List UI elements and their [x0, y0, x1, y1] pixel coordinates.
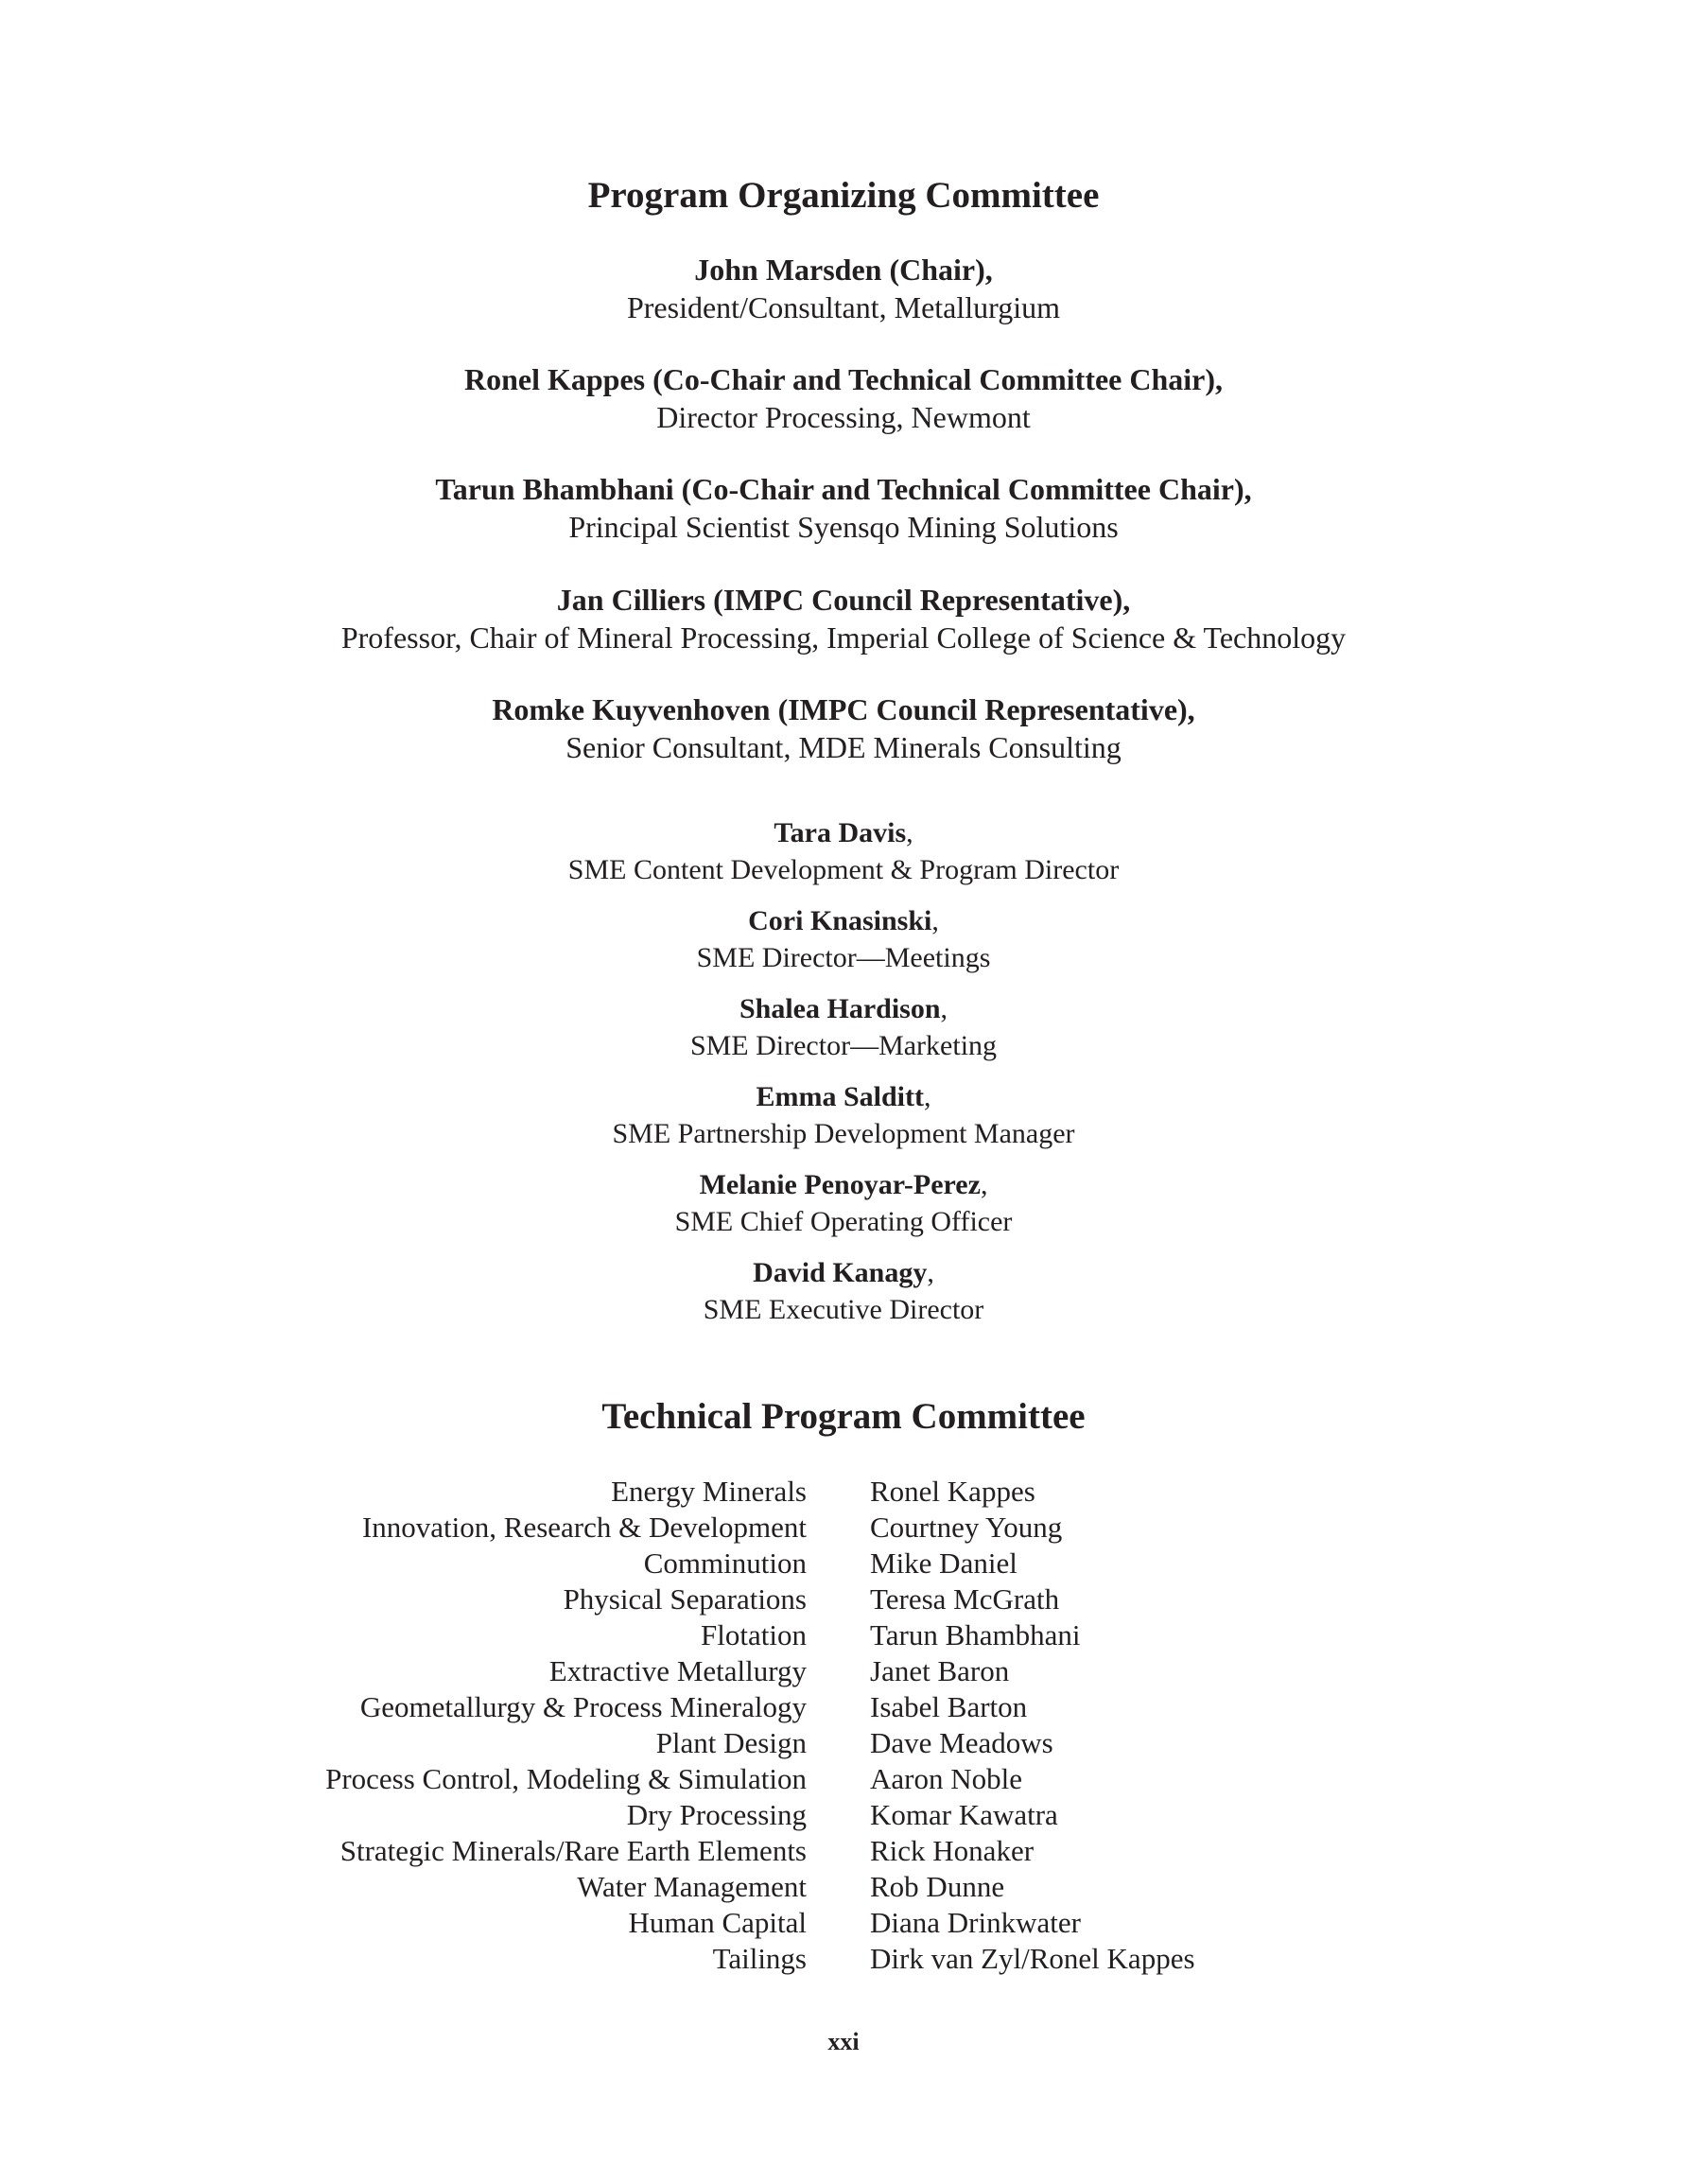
area-chair: Dirk van Zyl/Ronel Kappes: [870, 1942, 1195, 1975]
technical-area: Extractive Metallurgy: [548, 1654, 807, 1687]
member-name: John Marsden (Chair),: [694, 253, 993, 287]
table-row: [0, 1474, 1687, 1510]
table-row: [0, 1546, 1687, 1581]
technical-area: Flotation: [701, 1618, 807, 1651]
member-role: Senior Consultant, MDE Minerals Consulting: [565, 730, 1122, 764]
member-name: Shalea Hardison: [739, 993, 941, 1024]
table-row: [0, 1725, 1687, 1761]
staff-member: [0, 814, 1687, 888]
technical-area: Comminution: [643, 1546, 807, 1580]
area-chair: Isabel Barton: [870, 1690, 1028, 1723]
name-separator: ,: [980, 1169, 988, 1200]
table-row: [0, 1833, 1687, 1869]
member-name: Romke Kuyvenhoven (IMPC Council Representative),: [492, 692, 1195, 726]
member-role: SME Executive Director: [703, 1294, 984, 1325]
member-name: David Kanagy: [753, 1257, 928, 1288]
table-row: [0, 1941, 1687, 1977]
name-separator: ,: [927, 1257, 934, 1288]
table-row: [0, 1581, 1687, 1617]
member-role: Principal Scientist Syensqo Mining Solutions: [568, 510, 1119, 544]
member-name: Emma Salditt: [756, 1081, 924, 1112]
member-name: Cori Knasinski: [748, 905, 932, 936]
area-chair: Teresa McGrath: [870, 1582, 1060, 1616]
staff-member: [0, 1166, 1687, 1240]
area-chair: Rick Honaker: [870, 1834, 1035, 1867]
area-chair: Ronel Kappes: [870, 1475, 1035, 1508]
member-role: SME Content Development & Program Director: [567, 854, 1120, 885]
member-name: Tara Davis: [774, 817, 907, 848]
name-separator: ,: [931, 905, 939, 936]
member-role: SME Director—Meetings: [696, 942, 991, 973]
committee-member: [0, 581, 1687, 656]
name-separator: ,: [906, 817, 913, 848]
committee-member: [0, 251, 1687, 326]
committee-member: [0, 470, 1687, 546]
member-role: SME Chief Operating Officer: [674, 1206, 1013, 1237]
committee-member: [0, 360, 1687, 436]
technical-area: Water Management: [577, 1870, 807, 1903]
member-name: Jan Cilliers (IMPC Council Representative),: [556, 583, 1131, 617]
member-role: Professor, Chair of Mineral Processing, Imperial College of Science & Technology: [340, 620, 1347, 655]
technical-area: Strategic Minerals/Rare Earth Elements: [339, 1834, 807, 1867]
area-chair: Dave Meadows: [870, 1726, 1053, 1759]
staff-member: [0, 1254, 1687, 1328]
table-row: [0, 1869, 1687, 1905]
technical-area: Tailings: [712, 1942, 807, 1975]
technical-committee-title: Technical Program Committee: [601, 1396, 1086, 1437]
member-name: Ronel Kappes (Co-Chair and Technical Committee Chair),: [463, 362, 1224, 396]
area-chair: Mike Daniel: [870, 1546, 1017, 1580]
committee-member: [0, 690, 1687, 766]
table-row: [0, 1617, 1687, 1653]
technical-area: Human Capital: [628, 1906, 807, 1939]
table-row: [0, 1653, 1687, 1689]
organizing-committee-title: Program Organizing Committee: [587, 175, 1100, 216]
table-row: [0, 1905, 1687, 1941]
area-chair: Aaron Noble: [870, 1762, 1022, 1795]
technical-area: Plant Design: [655, 1726, 807, 1759]
member-role: President/Consultant, Metallurgium: [626, 290, 1061, 324]
area-chair: Courtney Young: [870, 1511, 1063, 1544]
staff-member: [0, 1078, 1687, 1152]
technical-area: Physical Separations: [563, 1582, 807, 1616]
table-row: [0, 1689, 1687, 1725]
area-chair: Komar Kawatra: [870, 1798, 1058, 1831]
member-name: Melanie Penoyar-Perez: [699, 1169, 981, 1200]
member-role: SME Partnership Development Manager: [612, 1118, 1075, 1149]
staff-member: [0, 990, 1687, 1064]
area-chair: Diana Drinkwater: [870, 1906, 1081, 1939]
member-role: SME Director—Marketing: [689, 1030, 998, 1061]
technical-area: Energy Minerals: [611, 1475, 807, 1508]
name-separator: ,: [924, 1081, 931, 1112]
technical-area: Innovation, Research & Development: [361, 1511, 807, 1544]
page-number: xxi: [827, 2028, 860, 2055]
member-name: Tarun Bhambhani (Co-Chair and Technical Committee Chair),: [435, 472, 1252, 506]
area-chair: Rob Dunne: [870, 1870, 1005, 1903]
technical-committee-table: [0, 1474, 1687, 1977]
technical-area: Geometallurgy & Process Mineralogy: [359, 1690, 807, 1723]
table-row: [0, 1510, 1687, 1546]
technical-area: Process Control, Modeling & Simulation: [325, 1762, 807, 1795]
member-role: Director Processing, Newmont: [656, 400, 1031, 434]
area-chair: Tarun Bhambhani: [870, 1618, 1081, 1651]
table-row: [0, 1761, 1687, 1797]
area-chair: Janet Baron: [870, 1654, 1010, 1687]
name-separator: ,: [940, 993, 948, 1024]
table-row: [0, 1797, 1687, 1833]
staff-member: [0, 902, 1687, 976]
technical-area: Dry Processing: [626, 1798, 807, 1831]
